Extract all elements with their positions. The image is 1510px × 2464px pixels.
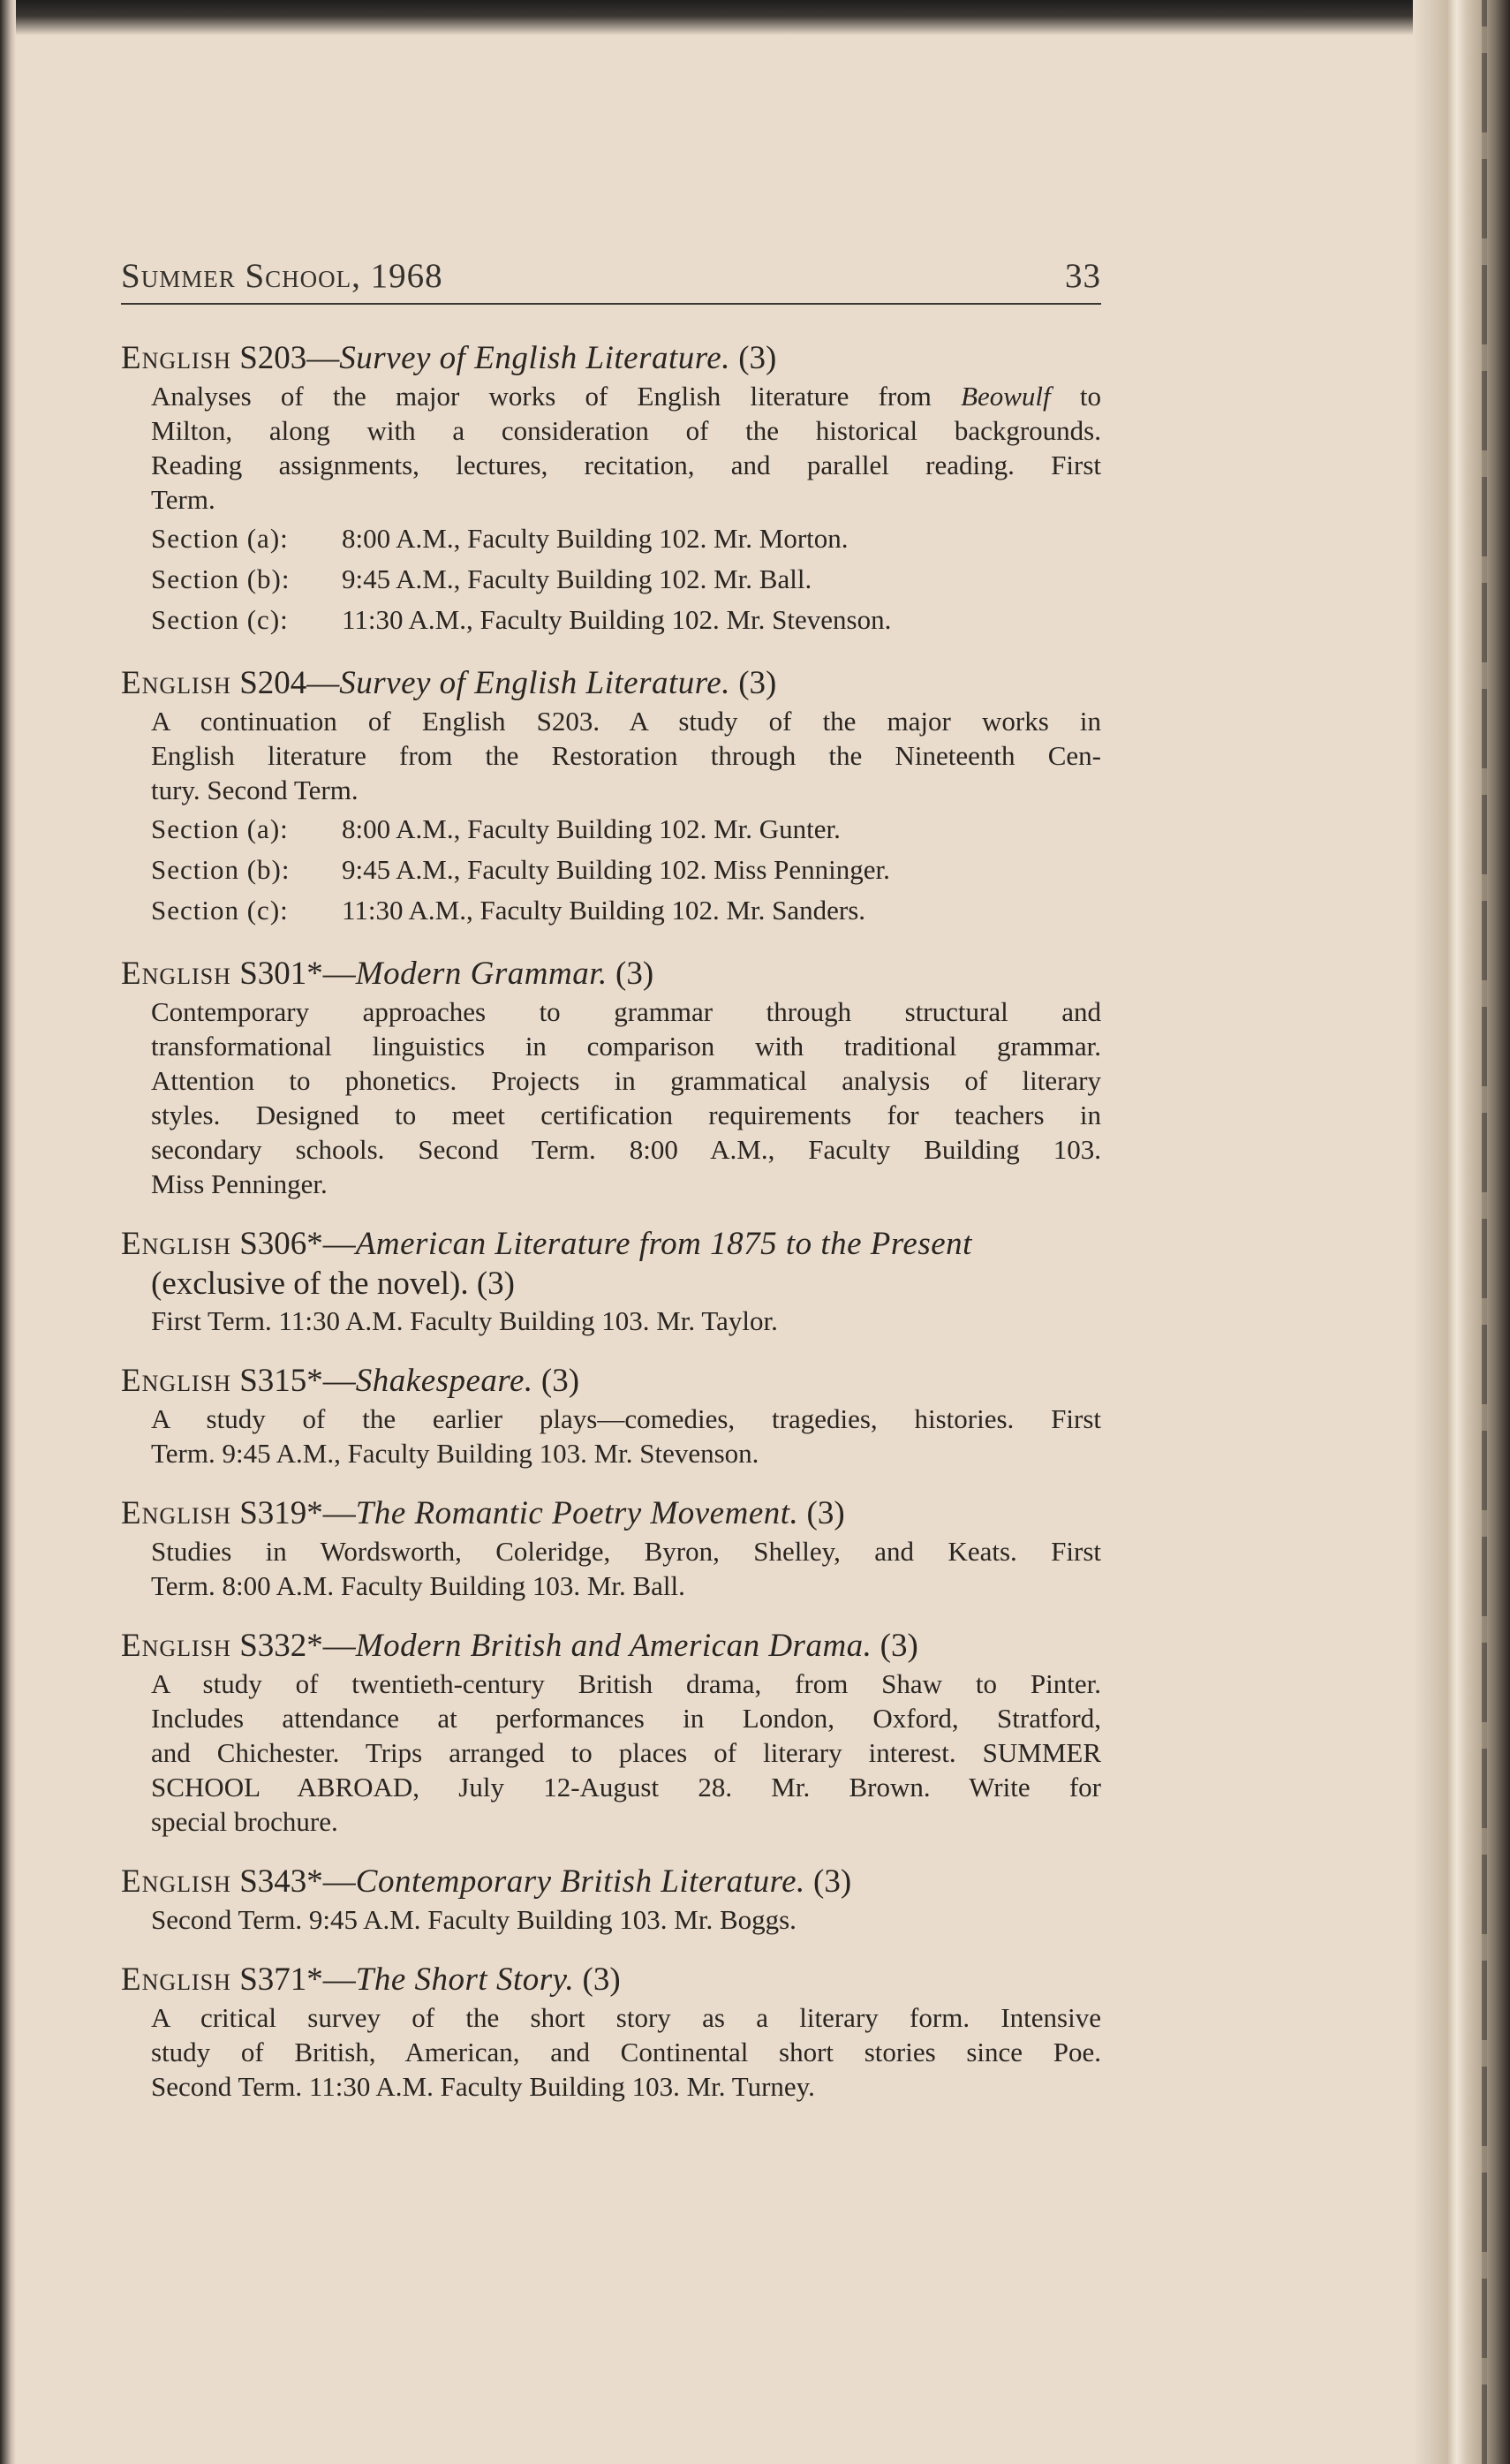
course-title: The Short Story. (355, 1961, 575, 1998)
description-line: Milton, along with a consideration of the historical backgrounds. (151, 415, 1101, 446)
course-dept: English (121, 665, 231, 701)
section-label: Section (b): (151, 854, 291, 885)
course-dept: English (121, 1628, 231, 1664)
course-entry (121, 1493, 1101, 1603)
description-line: A critical survey of the short story as a literary form. Intensive (151, 2002, 1101, 2033)
course-heading (121, 954, 1101, 994)
course-code: S204— (239, 665, 340, 701)
course-subtitle: (exclusive of the novel). (3) (151, 1266, 515, 1302)
course-entry (121, 1626, 1101, 1839)
description-line: Second Term. 11:30 A.M. Faculty Building 103. Mr. Turney. (151, 2071, 815, 2102)
course-code: S315*— (239, 1363, 356, 1399)
course-credits: (3) (880, 1628, 918, 1664)
course-description (121, 2000, 1101, 2104)
section-row (151, 559, 1101, 600)
description-line: Term. 9:45 A.M., Faculty Building 103. Mr. Stevenson. (151, 1438, 759, 1469)
running-head-title: Summer School, 1968 (121, 257, 443, 295)
course-dept: English (121, 1363, 231, 1399)
course-title: American Literature from 1875 to the Present (355, 1226, 972, 1262)
course-heading (121, 338, 1101, 379)
section-details: 11:30 A.M., Faculty Building 102. Mr. Sanders. (342, 895, 866, 926)
italic-term: Beowulf (961, 381, 1051, 412)
course-title: Contemporary British Literature. (355, 1863, 805, 1900)
description-line: Contemporary approaches to grammar through structural and (151, 996, 1101, 1027)
description-line: SCHOOL ABROAD, July 12-August 28. Mr. Brown. Write for (151, 1772, 1101, 1803)
course-entry (121, 663, 1101, 931)
section-row (151, 850, 1101, 890)
course-heading (121, 663, 1101, 704)
left-edge-shadow (0, 0, 16, 2464)
course-code: S203— (239, 340, 340, 376)
course-dept: English (121, 956, 231, 992)
course-credits: (3) (813, 1863, 852, 1900)
course-description (121, 994, 1101, 1201)
section-details: 9:45 A.M., Faculty Building 102. Miss Penninger. (342, 854, 890, 885)
course-entry (121, 1361, 1101, 1470)
course-title: Modern Grammar. (355, 956, 608, 992)
description-line: secondary schools. Second Term. 8:00 A.M., Faculty Building 103. (151, 1134, 1101, 1165)
course-description (121, 1534, 1101, 1603)
course-title: Shakespeare. (355, 1363, 533, 1399)
course-code: S371*— (239, 1961, 356, 1998)
course-dept: English (121, 1226, 231, 1262)
section-row (151, 890, 1101, 931)
course-description (121, 1304, 1101, 1338)
description-line: Miss Penninger. (151, 1168, 328, 1199)
course-dept: English (121, 1961, 231, 1998)
course-description (121, 704, 1101, 807)
course-credits: (3) (738, 665, 777, 701)
course-title: Modern British and American Drama. (355, 1628, 872, 1664)
course-code: S306*— (239, 1226, 356, 1262)
binding-stripe (1482, 0, 1487, 2464)
course-heading (121, 1960, 1101, 2000)
section-details: 8:00 A.M., Faculty Building 102. Mr. Gunter. (342, 813, 841, 844)
book-binding-edge (1413, 0, 1510, 2464)
course-heading (121, 1626, 1101, 1667)
description-line: styles. Designed to meet certification requirements for teachers in (151, 1100, 1101, 1130)
section-row (151, 518, 1101, 559)
section-label: Section (b): (151, 563, 291, 594)
section-row (151, 809, 1101, 850)
description-line: Term. 8:00 A.M. Faculty Building 103. Mr. Ball. (151, 1570, 685, 1601)
course-heading (121, 1493, 1101, 1534)
course-code: S319*— (239, 1495, 356, 1531)
description-line: Term. (151, 484, 215, 515)
section-list (121, 809, 1101, 931)
course-code: S332*— (239, 1628, 356, 1664)
page-number: 33 (1065, 257, 1101, 295)
section-label: Section (a): (151, 813, 289, 844)
course-title: The Romantic Poetry Movement. (355, 1495, 799, 1531)
course-entry (121, 1960, 1101, 2104)
course-entry (121, 1862, 1101, 1937)
course-description (121, 1402, 1101, 1470)
course-credits: (3) (738, 340, 777, 376)
course-title: Survey of English Literature. (339, 665, 730, 701)
course-code: S301*— (239, 956, 356, 992)
section-label: Section (c): (151, 604, 289, 635)
description-line: A continuation of English S203. A study of the major works in (151, 706, 1101, 737)
course-dept: English (121, 340, 231, 376)
description-line: English literature from the Restoration through the Nineteenth Cen- (151, 740, 1101, 771)
course-credits: (3) (540, 1363, 580, 1399)
description-line: Attention to phonetics. Projects in grammatical analysis of literary (151, 1065, 1101, 1096)
description-line: Reading assignments, lectures, recitation, and parallel reading. First (151, 450, 1101, 480)
description-line: tury. Second Term. (151, 775, 359, 805)
course-description (121, 379, 1101, 517)
course-credits: (3) (615, 956, 654, 992)
description-line: First Term. 11:30 A.M. Faculty Building 103. Mr. Taylor. (151, 1305, 778, 1336)
course-entry (121, 1224, 1101, 1338)
top-edge-shadow (0, 0, 1510, 35)
section-list (121, 518, 1101, 640)
course-credits: (3) (582, 1961, 621, 1998)
course-heading (121, 1361, 1101, 1402)
course-code: S343*— (239, 1863, 356, 1900)
course-heading (121, 1862, 1101, 1902)
section-details: 9:45 A.M., Faculty Building 102. Mr. Ball. (342, 563, 812, 594)
course-entry (121, 954, 1101, 1201)
description-line: Includes attendance at performances in London, Oxford, Stratford, (151, 1703, 1101, 1734)
description-line: special brochure. (151, 1806, 338, 1837)
section-label: Section (a): (151, 523, 289, 554)
description-line: A study of the earlier plays—comedies, tragedies, histories. First (151, 1403, 1101, 1434)
section-details: 8:00 A.M., Faculty Building 102. Mr. Morton. (342, 523, 849, 554)
course-description (121, 1902, 1101, 1937)
description-line: transformational linguistics in comparison with traditional grammar. (151, 1031, 1101, 1062)
course-entry (121, 338, 1101, 640)
description-line: Studies in Wordsworth, Coleridge, Byron, Shelley, and Keats. First (151, 1536, 1101, 1567)
course-dept: English (121, 1863, 231, 1900)
course-list (121, 338, 1101, 2104)
description-line: A study of twentieth-century British drama, from Shaw to Pinter. (151, 1668, 1101, 1699)
description-line: and Chichester. Trips arranged to places of literary interest. SUMMER (151, 1737, 1101, 1768)
running-head (121, 256, 1101, 305)
course-heading (121, 1224, 1101, 1265)
course-credits: (3) (806, 1495, 845, 1531)
section-details: 11:30 A.M., Faculty Building 102. Mr. Stevenson. (342, 604, 892, 635)
course-description (121, 1667, 1101, 1839)
page-content (121, 256, 1101, 2104)
course-title: Survey of English Literature. (339, 340, 730, 376)
section-row (151, 600, 1101, 640)
description-line: Analyses of the major works of English literature from Beowulf to (151, 381, 1102, 412)
section-label: Section (c): (151, 895, 289, 926)
description-line: Second Term. 9:45 A.M. Faculty Building 103. Mr. Boggs. (151, 1904, 797, 1935)
description-line: study of British, American, and Continental short stories since Poe. (151, 2037, 1101, 2067)
course-dept: English (121, 1495, 231, 1531)
